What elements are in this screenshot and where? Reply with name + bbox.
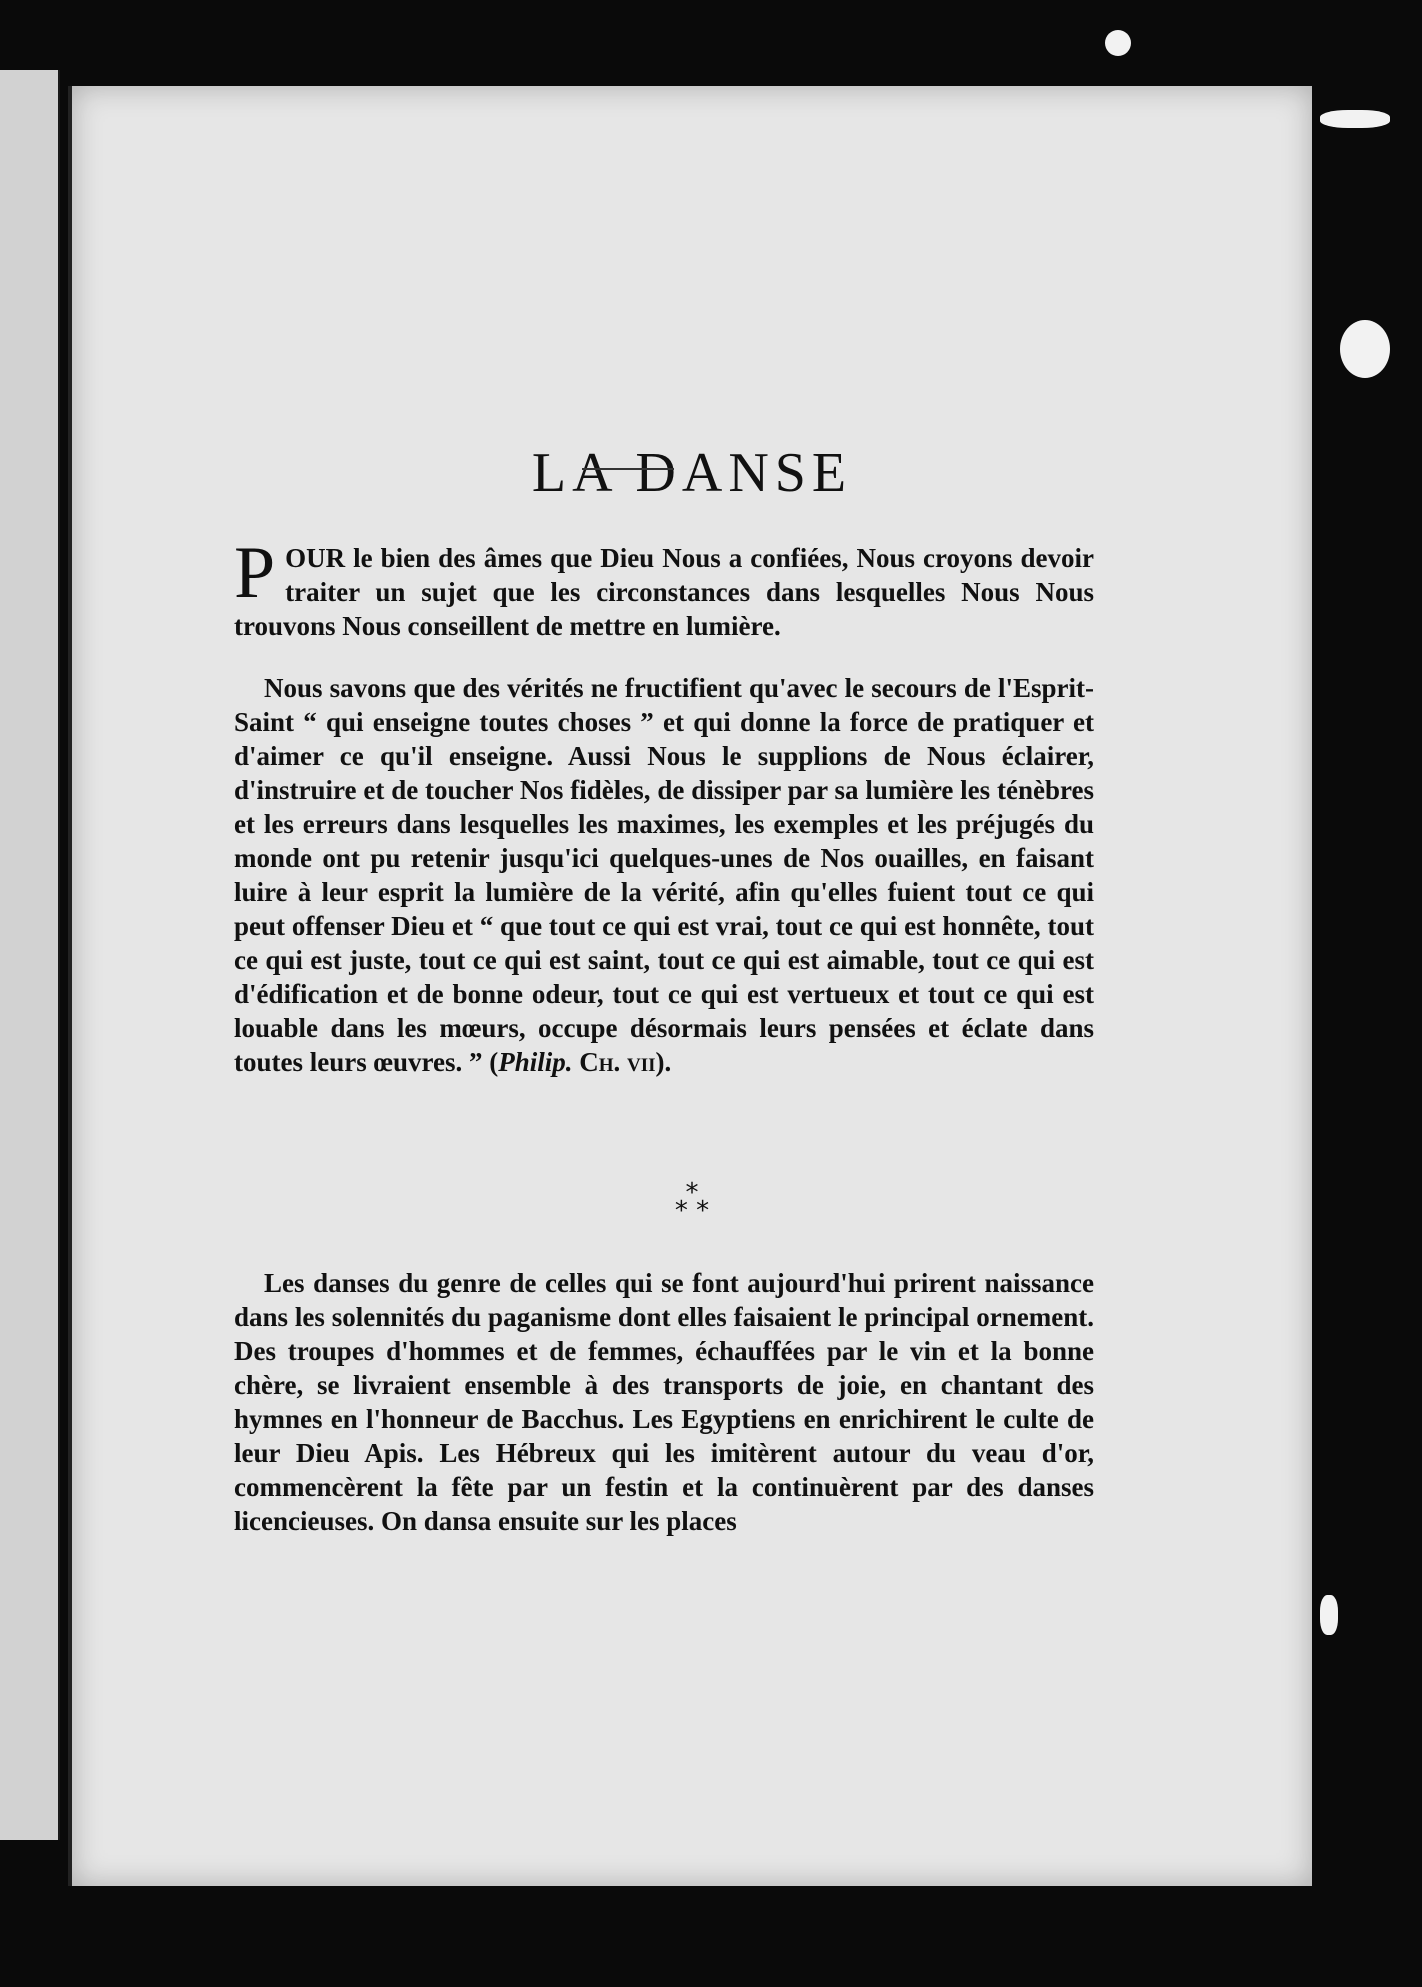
paragraph-3	[234, 1266, 1094, 1538]
scan-speck	[1320, 1595, 1338, 1635]
paragraph-1-text: OUR le bien des âmes que Dieu Nous a confiées, Nous croyons devoir traiter un sujet que les circonstances dans lesquelles Nous Nous trouvons Nous conseillent de mettre en lumière.	[234, 543, 1094, 641]
citation-prefix: (	[482, 1047, 499, 1077]
title-divider	[582, 468, 674, 470]
scan-speck	[1320, 110, 1390, 128]
citation-chapter: Ch. vii	[572, 1047, 656, 1077]
paragraph-2-text: Nous savons que des vérités ne fructifient qu'avec le secours de l'Esprit-Saint “ qui enseigne toutes choses ” et qui donne la force de pratiquer et d'aimer ce qu'il enseigne. Aussi Nous le supplions de Nous éclairer, d'instruire et de toucher Nos fidèles, de dissiper par sa lumière les ténèbres et les erreurs dans lesquelles les maximes, les exemples et les préjugés du monde ont pu retenir jusqu'ici quelques-unes de Nos ouailles, en faisant luire à leur esprit la lumière de la vérité, afin qu'elles fuient tout ce qui peut offenser Dieu et “ que tout ce qui est vrai, tout ce qui est honnête, tout ce qui est juste, tout ce qui est saint, tout ce qui est aimable, tout ce qui est d'édification et de bonne odeur, tout ce qui est vertueux et tout ce qui est louable dans les mœurs, occupe désormais leurs pensées et éclate dans toutes leurs œuvres. ”	[234, 673, 1094, 1077]
document-page	[68, 86, 1312, 1886]
drop-cap: P	[234, 532, 276, 614]
page-title: LA DANSE	[531, 442, 853, 504]
adjacent-page-edge	[0, 70, 60, 1840]
scan-speck	[1340, 320, 1390, 378]
paragraph-2	[234, 671, 1094, 1079]
asterism-ornament: * * *	[674, 1178, 710, 1226]
scan-speck	[1105, 30, 1131, 56]
paragraph-1	[234, 532, 1094, 643]
citation-suffix: ).	[655, 1047, 672, 1077]
citation-book: Philip.	[498, 1047, 573, 1077]
paragraph-3-text: Les danses du genre de celles qui se font aujourd'hui prirent naissance dans les solennités du paganisme dont elles faisaient le principal ornement. Des troupes d'hommes et de femmes, échauffées par le vin et la bonne chère, se livraient ensemble à des transports de joie, en chantant des hymnes en l'honneur de Bacchus. Les Egyptiens en enrichirent le culte de leur Dieu Apis. Les Hébreux qui les imitèrent autour du veau d'or, commencèrent la fête par un festin et la continuèrent par des danses licencieuses. On dansa ensuite sur les places	[234, 1268, 1094, 1536]
